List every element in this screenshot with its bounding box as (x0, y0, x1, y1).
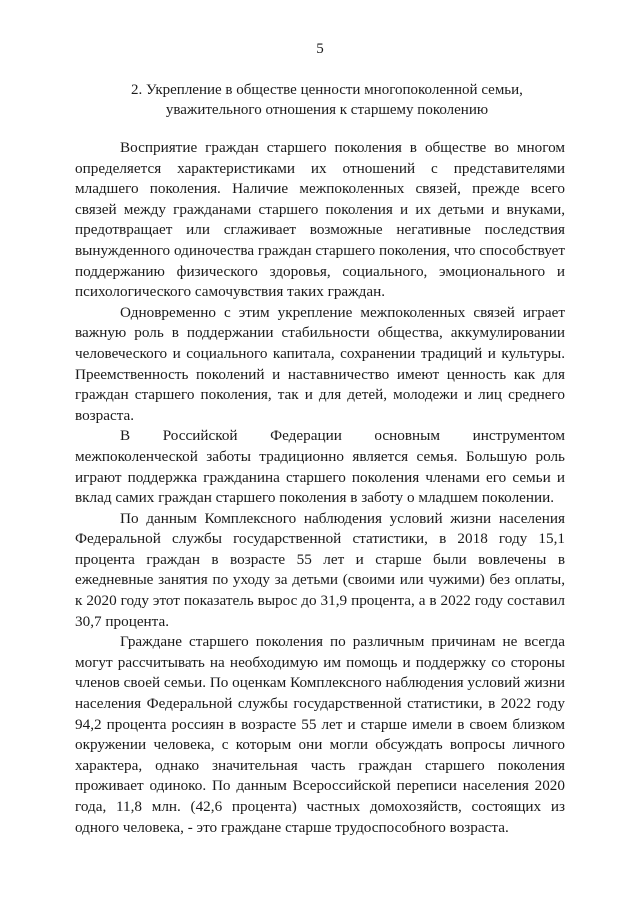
page-number: 5 (316, 41, 324, 57)
paragraph-2: Одновременно с этим укрепление межпоколенных связей играет важную роль в поддержании стабильности общества, аккумулировании человеческого и социального капитала, сохранении традиций и культуры. Преемственность поколений и наставничество имеют ценность как для граждан старшего поколения, так и для детей, молодежи и лиц среднего возраста. (75, 303, 565, 424)
paragraph-4: По данным Комплексного наблюдения условий жизни населения Федеральной службы государственной статистики, в 2018 году 15,1 процента граждан в возрасте 55 лет и старше были вовлечены в ежедневные занятия по уходу за детьми (своими или чужими) без оплаты, к 2020 году этот показатель вырос до 31,9 процента, а в 2022 году составил 30,7 процента. (75, 509, 565, 630)
section-heading-line-2: уважительного отношения к старшему поколению (165, 102, 489, 118)
paragraph-1: Восприятие граждан старшего поколения в обществе во многом определяется характеристиками их отношений с представителями младшего поколения. Наличие межпоколенных связей, прежде всего связей между гражданами старшего поколения и их детьми и внуками, предотвращает или сглаживает возможные негативные последствия вынужденного одиночества граждан старшего поколения, что способствует поддержанию физического здоровья, социального, эмоционального и психологического самочувствия таких граждан. (75, 139, 566, 301)
paragraph-3: В Российской Федерации основным инструментом межпоколенческой заботы традиционно является семья. Большую роль играют поддержка гражданина старшего поколения членами его семьи и вклад самих граждан старшего поколения в заботу о младшем поколении. (75, 427, 565, 507)
document-body (75, 138, 565, 838)
paragraph-5: Граждане старшего поколения по различным причинам не всегда могут рассчитывать на необходимую им помощь и поддержку со стороны членов своей семьи. По оценкам Комплексного наблюдения условий жизни населения Федеральной службы государственной статистики, в 2022 году 94,2 процента россиян в возрасте 55 лет и старше имели в своем близком окружении человека, с которым они могли обсуждать вопросы личного характера, однако значительная часть граждан старшего поколения проживает одиноко. По данным Всероссийской переписи населения 2020 года, 11,8 млн. (42,6 процента) частных домохозяйств, состоящих из одного человека, - это граждане старше трудоспособного возраста. (75, 633, 565, 836)
section-heading-line-1: 2. Укрепление в обществе ценности многопоколенной семьи, (131, 82, 523, 98)
section-heading (90, 80, 564, 120)
